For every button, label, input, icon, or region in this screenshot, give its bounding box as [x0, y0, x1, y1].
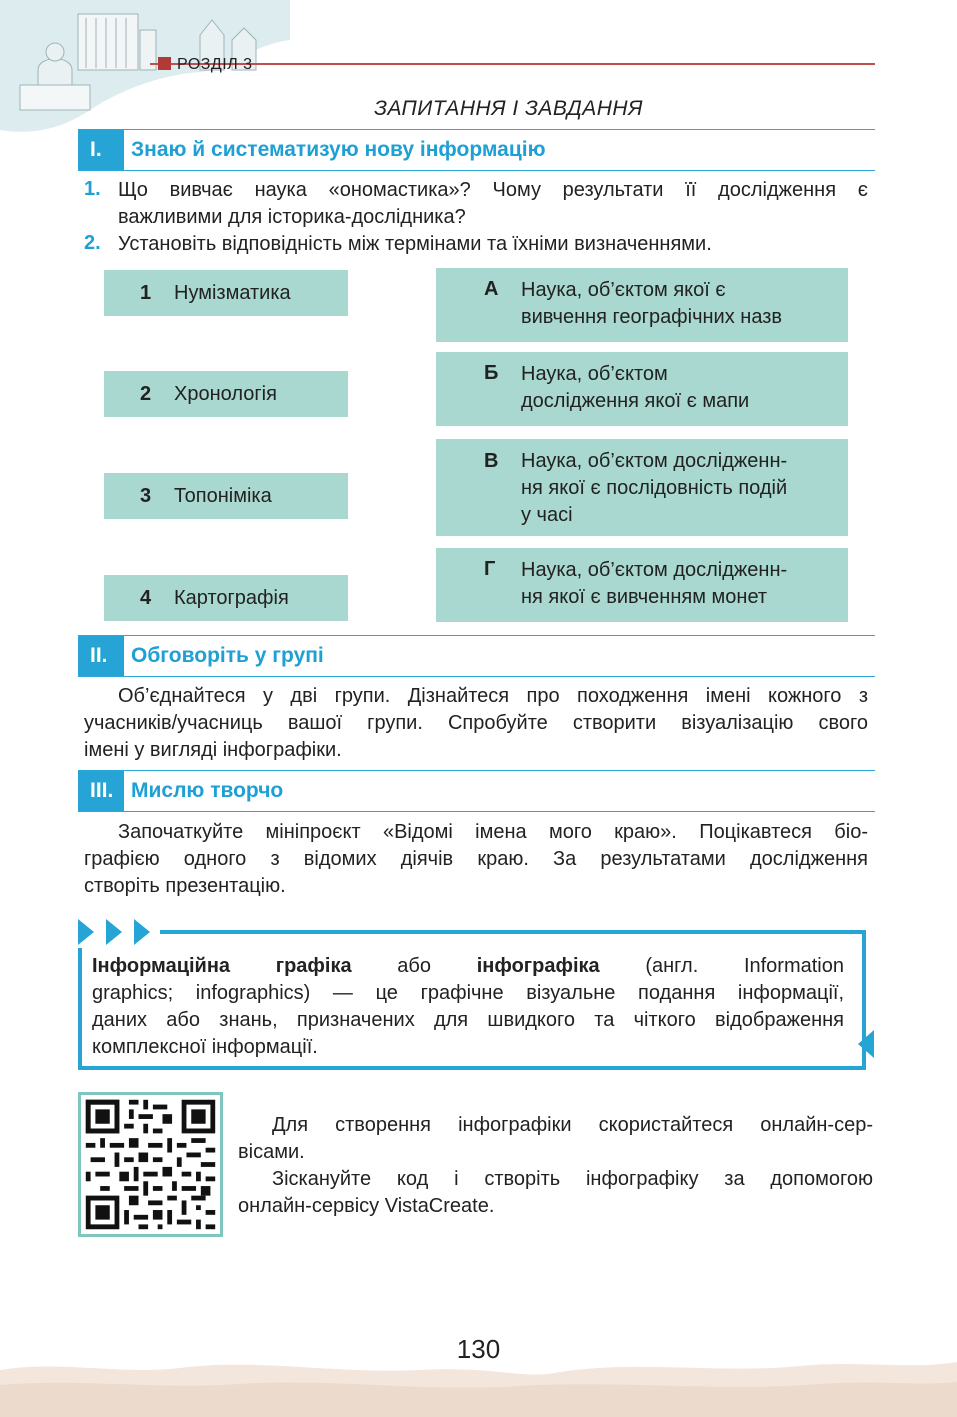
definition-line: ня якої є послідовність подій: [521, 477, 788, 499]
section-header-2: [78, 635, 875, 677]
paragraph-line: створіть презентацію.: [84, 875, 286, 897]
definition-line: Наука, об’єктом якої є: [521, 279, 726, 301]
term-bold: Інформаційна графіка: [92, 955, 352, 977]
definition-letter: Г: [484, 558, 496, 580]
definition-letter: Б: [484, 362, 499, 384]
section-heading: Мислю творчо: [131, 779, 284, 802]
paragraph-line: Започаткуйте мініпроєкт «Відомі імена мого краю». Поцікавтеся біо-: [118, 821, 868, 843]
definition-line: у часі: [521, 504, 573, 526]
paragraph-line: графією одного з відомих діячів краю. За результатами дослідження: [84, 848, 868, 870]
question-text: важливими для історика-дослідника?: [118, 206, 466, 228]
term-number: 1: [140, 282, 152, 304]
section-header-1: [78, 129, 875, 171]
term-number: 4: [140, 587, 152, 609]
definition-box: [436, 268, 848, 342]
paragraph-line: Об’єднайтеся у дві групи. Дізнайтеся про походження імені кожного з: [118, 685, 868, 707]
term-label: Топоніміка: [174, 485, 272, 507]
section-number: III.: [78, 771, 124, 811]
definition-box: [436, 439, 848, 536]
infographic-definition: [92, 953, 844, 1061]
arrow-right-icon: [106, 919, 122, 945]
qr-code-image: [81, 1095, 220, 1234]
section-title: ЗАПИТАННЯ І ЗАВДАННЯ: [374, 97, 643, 120]
term-number: 2: [140, 383, 152, 405]
term-box: [104, 473, 348, 519]
arrow-right-icon: [78, 919, 94, 945]
definition-text: комплексної інформації.: [92, 1036, 318, 1058]
definition-line: ня якої є вивченням монет: [521, 586, 768, 608]
chapter-marker-icon: [158, 57, 171, 70]
qr-instruction: Зіскануйте код і створіть інфографіку за допомогою: [272, 1168, 873, 1190]
term-box: [104, 371, 348, 417]
qr-instruction: онлайн-сервісу VistaCreate.: [238, 1195, 495, 1217]
question-number: 2.: [84, 232, 101, 254]
term-label: Картографія: [174, 587, 289, 609]
qr-instruction: Для створення інфографіки скористайтеся онлайн-сер-: [272, 1114, 873, 1136]
definition-line: Наука, об’єктом дослідженн-: [521, 559, 788, 581]
section-header-3: [78, 770, 875, 812]
section-number: I.: [78, 130, 124, 170]
term-bold: інфографіка: [476, 955, 600, 977]
term-label: Хронологія: [174, 383, 277, 405]
definition-letter: А: [484, 278, 499, 300]
definition-line: дослідження якої є мапи: [521, 390, 750, 412]
section-heading: Знаю й систематизую нову інформацію: [131, 138, 546, 161]
definition-box: [436, 548, 848, 622]
section-heading: Обговоріть у групі: [131, 644, 324, 667]
qr-instruction: вісами.: [238, 1141, 305, 1163]
term-number: 3: [140, 485, 152, 507]
term-label: Нумізматика: [174, 282, 291, 304]
definition-text: graphics; infographics) — це графічне візуальне подання інформації,: [92, 982, 844, 1004]
page-number: 130: [456, 1334, 501, 1364]
arrow-left-icon: [858, 1030, 874, 1058]
definition-box: [436, 352, 848, 426]
definition-line: вивчення географічних назв: [521, 306, 783, 328]
section-number: II.: [78, 636, 124, 676]
definition-line: Наука, об’єктом дослідженн-: [521, 450, 788, 472]
paragraph-line: учасників/учасниць вашої групи. Спробуйте створити візуалізацію свого: [84, 712, 868, 734]
chapter-label: РОЗДІЛ 3: [177, 56, 253, 73]
arrow-right-icon: [134, 919, 150, 945]
definition-text: (англ. Information: [599, 955, 844, 977]
definition-letter: В: [484, 450, 499, 472]
question-text: Що вивчає наука «ономастика»? Чому результати її дослідження є: [118, 179, 868, 201]
question-number: 1.: [84, 178, 101, 200]
qr-code[interactable]: [78, 1092, 223, 1237]
definition-line: Наука, об’єктом: [521, 363, 668, 385]
definition-text: даних або знань, призначених для швидкого та чіткого відображення: [92, 1009, 844, 1031]
chapter-rule: [150, 63, 875, 65]
term-box: [104, 270, 348, 316]
term-box: [104, 575, 348, 621]
question-text: Установіть відповідність між термінами та їхніми визначеннями.: [118, 233, 712, 255]
connector: або: [351, 955, 477, 977]
paragraph-line: імені у вигляді інфографіки.: [84, 739, 342, 761]
